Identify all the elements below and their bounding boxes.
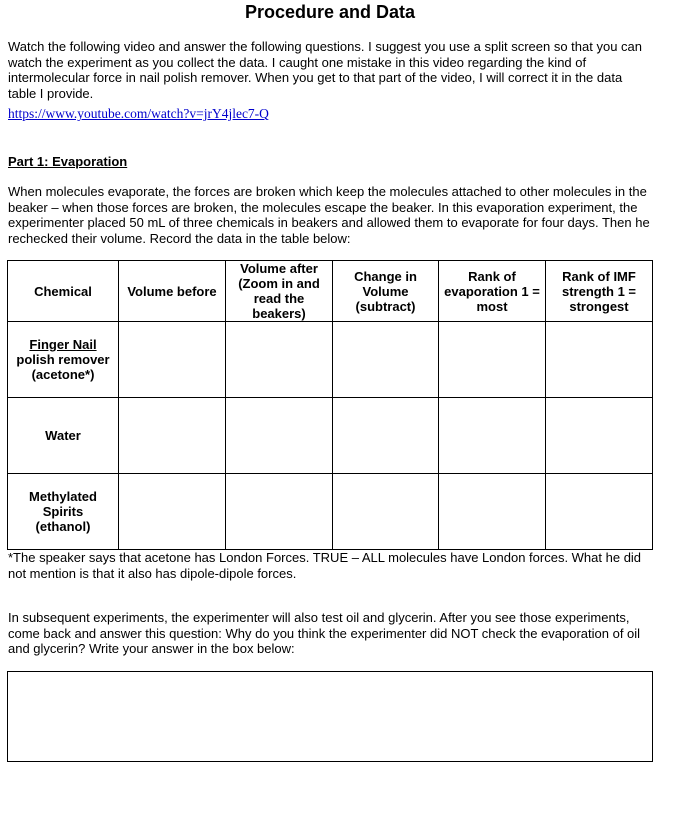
table-row xyxy=(8,474,653,550)
chemical-cell xyxy=(8,474,119,550)
chemical-name-line1: Finger Nail xyxy=(29,337,97,352)
chemical-name: Methylated Spirits (ethanol) xyxy=(29,489,97,534)
volume-before-cell[interactable] xyxy=(119,398,226,474)
rank-evaporation-cell[interactable] xyxy=(439,474,546,550)
change-volume-cell[interactable] xyxy=(333,398,439,474)
rank-imf-cell[interactable] xyxy=(546,474,653,550)
table-row xyxy=(8,322,653,398)
answer-box[interactable] xyxy=(7,671,653,762)
header-volume-after: Volume after (Zoom in and read the beakers) xyxy=(226,261,333,322)
footnote: *The speaker says that acetone has London Forces. TRUE – ALL molecules have London forces. What he did not mention is that it also has dipole-dipole forces. xyxy=(8,550,642,581)
header-rank-imf: Rank of IMF strength 1 = strongest xyxy=(546,261,653,322)
table-row xyxy=(8,398,653,474)
rank-imf-cell[interactable] xyxy=(546,398,653,474)
volume-before-cell[interactable] xyxy=(119,322,226,398)
header-rank-evaporation: Rank of evaporation 1 = most xyxy=(439,261,546,322)
rank-evaporation-cell[interactable] xyxy=(439,322,546,398)
rank-evaporation-cell[interactable] xyxy=(439,398,546,474)
question-paragraph: In subsequent experiments, the experimenter will also test oil and glycerin. After you see those experiments, come back and answer this question: Why do you think the experimenter did NOT check the evaporation of oil and glycerin? Write your answer in the box below: xyxy=(8,610,641,656)
volume-after-cell[interactable] xyxy=(226,398,333,474)
header-chemical: Chemical xyxy=(8,261,119,322)
data-table xyxy=(7,260,653,550)
intro-paragraph: Watch the following video and answer the following questions. I suggest you use a split screen so that you can watch the experiment as you collect the data. I caught one mistake in this video regarding the kind of intermolecular force in nail polish remover. When you get to that part of the video, I will correct it in the data table I provide. xyxy=(8,39,642,101)
volume-after-cell[interactable] xyxy=(226,474,333,550)
table-header-row xyxy=(8,261,653,322)
video-link[interactable]: https://www.youtube.com/watch?v=jrY4jlec7-Q xyxy=(8,106,269,121)
header-change-in-volume: Change in Volume (subtract) xyxy=(333,261,439,322)
chemical-name-line2: polish remover (acetone*) xyxy=(16,352,110,382)
part1-heading: Part 1: Evaporation xyxy=(8,154,128,169)
header-volume-before: Volume before xyxy=(119,261,226,322)
chemical-cell: Water xyxy=(8,398,119,474)
chemical-cell xyxy=(8,322,119,398)
rank-imf-cell[interactable] xyxy=(546,322,653,398)
evaporation-paragraph: When molecules evaporate, the forces are broken which keep the molecules attached to other molecules in the beaker – when those forces are broken, the molecules escape the beaker. In this evaporation experiment, the experimenter placed 50 mL of three chemicals in beakers and allowed them to evaporate for four days. Then he rechecked their volume. Record the data in the table below: xyxy=(8,184,650,246)
page-title: Procedure and Data xyxy=(244,2,416,22)
change-volume-cell[interactable] xyxy=(333,322,439,398)
volume-after-cell[interactable] xyxy=(226,322,333,398)
change-volume-cell[interactable] xyxy=(333,474,439,550)
volume-before-cell[interactable] xyxy=(119,474,226,550)
